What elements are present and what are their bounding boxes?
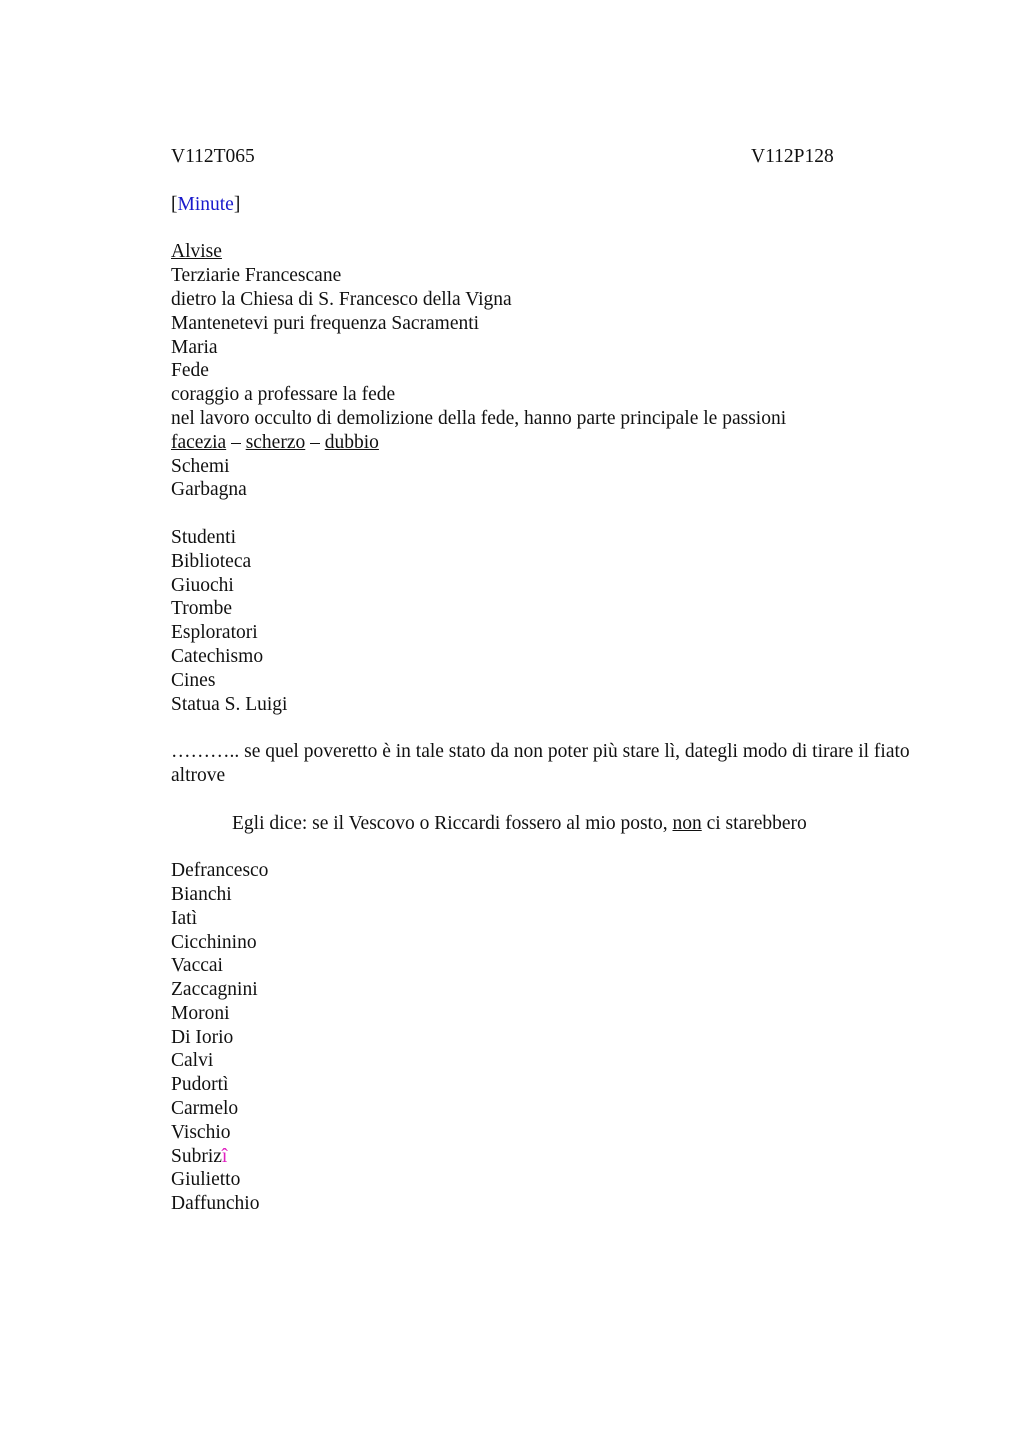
list-item: Trombe [171, 598, 233, 620]
quote-line [171, 812, 931, 836]
list-item: Carmelo [171, 1098, 239, 1120]
list-item: Esploratori [171, 622, 258, 644]
list-item: Di Iorio [171, 1026, 234, 1048]
list-item: Catechismo [171, 645, 264, 667]
text-line: Schemi [171, 455, 230, 477]
text-line: nel lavoro occulto di demolizione della fede, hanno parte principale le passioni [171, 407, 787, 429]
accent-mark: î [221, 1145, 228, 1167]
triad-word: dubbio [324, 431, 379, 453]
minute-label: Minute [177, 193, 234, 215]
text-line: Garbagna [171, 479, 247, 501]
paragraph-text: ……….. se quel poveretto è in tale stato da non poter più stare lì, dategli modo di tirare il fiato altrove [171, 741, 910, 786]
quote-text: ci starebbero [701, 812, 807, 834]
name-base: Subriz [171, 1145, 222, 1167]
bracket-close: ] [233, 193, 241, 215]
names-list [171, 859, 931, 1216]
text-line: Terziarie Francescane [171, 265, 342, 287]
list-item: Giulietto [171, 1169, 241, 1191]
quote-text: Egli dice: se il Vescovo o Riccardi fossero al mio posto, [232, 812, 673, 834]
document-page [171, 145, 931, 1216]
minute-tag [171, 193, 931, 217]
document-code-right: V112P128 [751, 146, 834, 167]
list-item: Bianchi [171, 883, 232, 905]
list-item: Statua S. Luigi [171, 693, 288, 715]
list-item: Zaccagnini [171, 979, 258, 1001]
page-header [171, 145, 931, 169]
triad-line [171, 431, 931, 455]
section-title: Alvise [171, 241, 222, 263]
list-item: Giuochi [171, 574, 234, 596]
section-alvise [171, 240, 931, 502]
list-item: Vischio [171, 1121, 231, 1143]
text-line: Maria [171, 336, 218, 358]
triad-word: facezia [171, 431, 227, 453]
list-item: Pudortì [171, 1074, 229, 1096]
section-activities [171, 526, 931, 716]
triad-word: scherzo [245, 431, 306, 453]
list-item: Moroni [171, 1002, 230, 1024]
document-code-left: V112T065 [171, 146, 255, 167]
text-line: dietro la Chiesa di S. Francesco della Vigna [171, 288, 512, 310]
quote-emphasis: non [672, 812, 702, 834]
triad-separator: – [305, 431, 325, 453]
list-item: Studenti [171, 526, 237, 548]
list-item: Vaccai [171, 955, 223, 977]
list-item: Defrancesco [171, 860, 269, 882]
list-item: Calvi [171, 1050, 214, 1072]
triad-separator: – [226, 431, 246, 453]
bracket-open: [ [171, 193, 178, 215]
list-item: Cicchinino [171, 931, 257, 953]
text-line: Fede [171, 360, 209, 382]
list-item: Cines [171, 669, 216, 691]
list-item [171, 1145, 931, 1169]
text-line: coraggio a professare la fede [171, 384, 396, 406]
list-item: Biblioteca [171, 550, 252, 572]
list-item: Iatì [171, 907, 197, 929]
text-line: Mantenetevi puri frequenza Sacramenti [171, 312, 480, 334]
list-item: Daffunchio [171, 1193, 260, 1215]
